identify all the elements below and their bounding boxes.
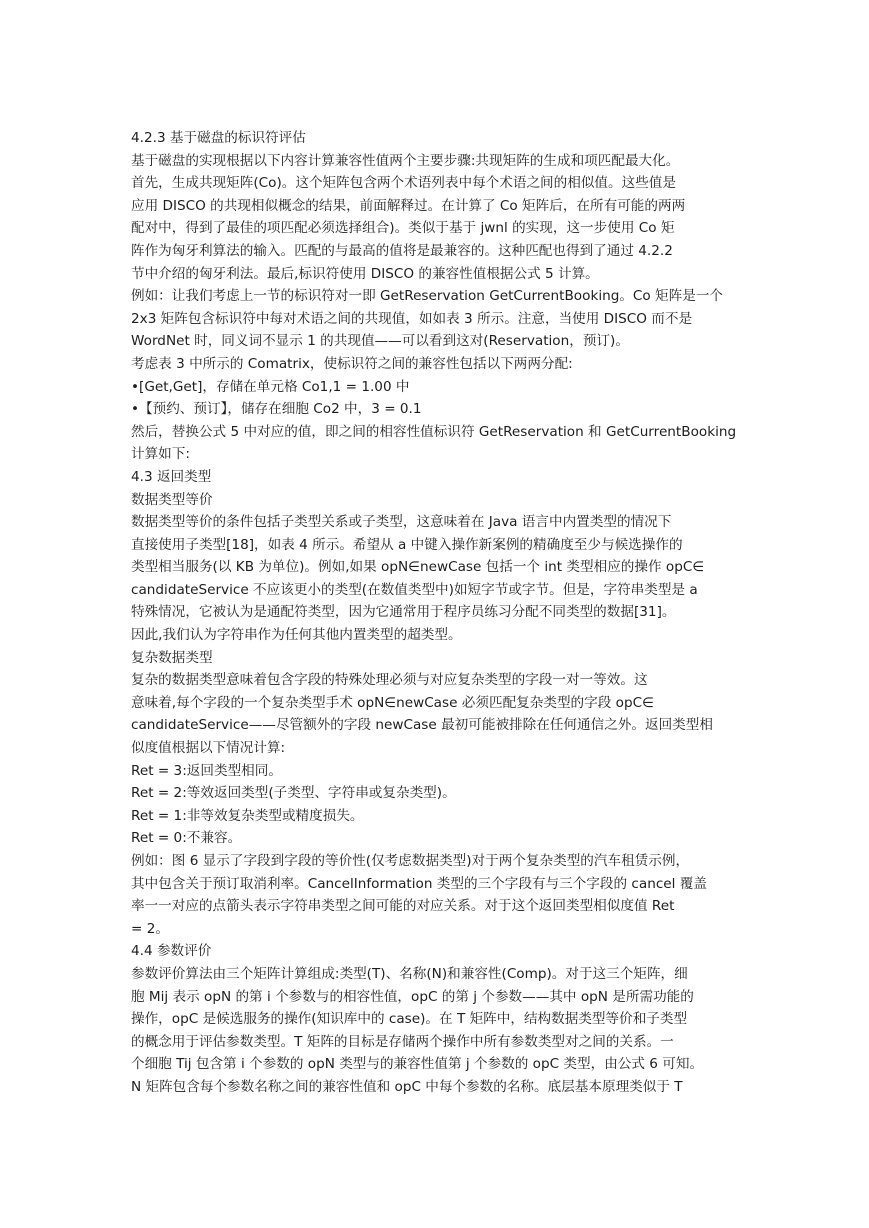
paragraph-line: 胞 Mij 表示 opN 的第 i 个参数与的相容性值，opC 的第 j 个参数——其中 opN 是所需功能的 <box>131 988 694 1005</box>
list-item: Ret = 1:非等效复杂类型或精度损失。 <box>131 807 364 824</box>
paragraph-line: 似度值根据以下情况计算: <box>131 740 286 757</box>
paragraph-line: 意味着,每个字段的一个复杂类型手术 opN∈newCase 必须匹配复杂类型的字段 opC∈ <box>131 694 654 711</box>
paragraph-line: 特殊情况，它被认为是通配符类型，因为它通常用于程序员练习分配不同类型的数据[31]。 <box>131 604 676 621</box>
paragraph-line: 考虑表 3 中所示的 Comatrix，使标识符之间的兼容性包括以下两两分配: <box>131 355 573 372</box>
subsection-heading: 数据类型等价 <box>131 491 213 508</box>
section-heading: 4.4 参数评价 <box>131 943 212 960</box>
paragraph-line: 计算如下: <box>131 446 190 463</box>
paragraph-line: 然后，替换公式 5 中对应的值，即之间的相容性值标识符 GetReservation 和 GetCurrentBooking <box>131 423 737 440</box>
paragraph-line: N 矩阵包含每个参数名称之间的兼容性值和 opC 中每个参数的名称。底层基本原理类似于 T <box>131 1078 683 1095</box>
paragraph-line: 节中介绍的匈牙利法。最后,标识符使用 DISCO 的兼容性值根据公式 5 计算。 <box>131 265 599 282</box>
paragraph-line: 率一一对应的点箭头表示字符串类型之间可能的对应关系。对于这个返回类型相似度值 Ret <box>131 898 675 915</box>
paragraph-line: 直接使用子类型[18]，如表 4 所示。希望从 a 中键入操作新案例的精确度至少与候选操作的 <box>131 536 683 553</box>
list-item: Ret = 3:返回类型相同。 <box>131 762 282 779</box>
paragraph-line: 个细胞 Tij 包含第 i 个参数的 opN 类型与的兼容性值第 j 个参数的 opC 类型，由公式 6 可知。 <box>131 1056 704 1073</box>
paragraph-line: candidateService——尽管额外的字段 newCase 最初可能被排除在任何通信之外。返回类型相 <box>131 717 713 734</box>
paragraph-line: 例如：图 6 显示了字段到字段的等价性(仅考虑数据类型)对于两个复杂类型的汽车租赁示例， <box>131 853 690 869</box>
bullet-line: •【预约、预订】，储存在细胞 Co2 中，3 = 0.1 <box>131 401 422 418</box>
section-heading: 4.3 返回类型 <box>131 468 212 485</box>
paragraph-line: 因此,我们认为字符串作为任何其他内置类型的超类型。 <box>131 627 462 644</box>
subsection-heading: 复杂数据类型 <box>131 649 213 666</box>
paragraph-line: candidateService 不应该更小的类型(在数值类型中)如短字节或字节。但是，字符串类型是 a <box>131 581 698 598</box>
paragraph-line: 应用 DISCO 的共现相似概念的结果，前面解释过。在计算了 Co 矩阵后，在所有可能的两两 <box>131 197 686 214</box>
document-page <box>131 127 741 1099</box>
bullet-line: •[Get,Get]，存储在单元格 Co1,1 = 1.00 中 <box>131 378 410 395</box>
paragraph-line: 操作，opC 是候选服务的操作(知识库中的 case)。在 T 矩阵中，结构数据类型等价和子类型 <box>131 1011 688 1028</box>
paragraph-line: 阵作为匈牙利算法的输入。匹配的与最高的值将是最兼容的。这种匹配也得到了通过 4.2.2 <box>131 242 673 259</box>
paragraph-line: WordNet 时，同义词不显示 1 的共现值——可以看到这对(Reservation，预订)。 <box>131 333 629 350</box>
paragraph-line: = 2。 <box>131 920 169 937</box>
paragraph-line: 复杂的数据类型意味着包含字段的特殊处理必须与对应复杂类型的字段一对一等效。这 <box>131 672 648 689</box>
paragraph-line: 的概念用于评估参数类型。T 矩阵的目标是存储两个操作中所有参数类型对之间的关系。一 <box>131 1033 674 1050</box>
paragraph-line: 配对中，得到了最佳的项匹配必须选择组合)。类似于基于 jwnl 的实现，这一步使用 Co 矩 <box>131 220 675 237</box>
list-item: Ret = 2:等效返回类型(子类型、字符串或复杂类型)。 <box>131 785 456 802</box>
list-item: Ret = 0:不兼容。 <box>131 830 242 847</box>
paragraph-line: 数据类型等价的条件包括子类型关系或子类型，这意味着在 Java 语言中内置类型的情况下 <box>131 514 672 531</box>
paragraph-line: 基于磁盘的实现根据以下内容计算兼容性值两个主要步骤:共现矩阵的生成和项匹配最大化。 <box>131 152 680 169</box>
paragraph-line: 类型相当服务(以 KB 为单位)。例如,如果 opN∈newCase 包括一个 int 类型相应的操作 opC∈ <box>131 559 705 576</box>
paragraph-line: 参数评价算法由三个矩阵计算组成:类型(T)、名称(N)和兼容性(Comp)。对于这三个矩阵，细 <box>131 965 688 982</box>
paragraph-line: 2x3 矩阵包含标识符中每对术语之间的共现值，如如表 3 所示。注意，当使用 DISCO 而不是 <box>131 310 693 327</box>
paragraph-line: 例如：让我们考虑上一节的标识符对一即 GetReservation GetCurrentBooking。Co 矩阵是一个 <box>131 288 724 305</box>
section-heading: 4.2.3 基于磁盘的标识符评估 <box>131 130 306 146</box>
paragraph-line: 其中包含关于预订取消利率。CancelInformation 类型的三个字段有与三个字段的 cancel 覆盖 <box>131 875 707 892</box>
paragraph-line: 首先，生成共现矩阵(Co)。这个矩阵包含两个术语列表中每个术语之间的相似值。这些值是 <box>131 175 676 192</box>
